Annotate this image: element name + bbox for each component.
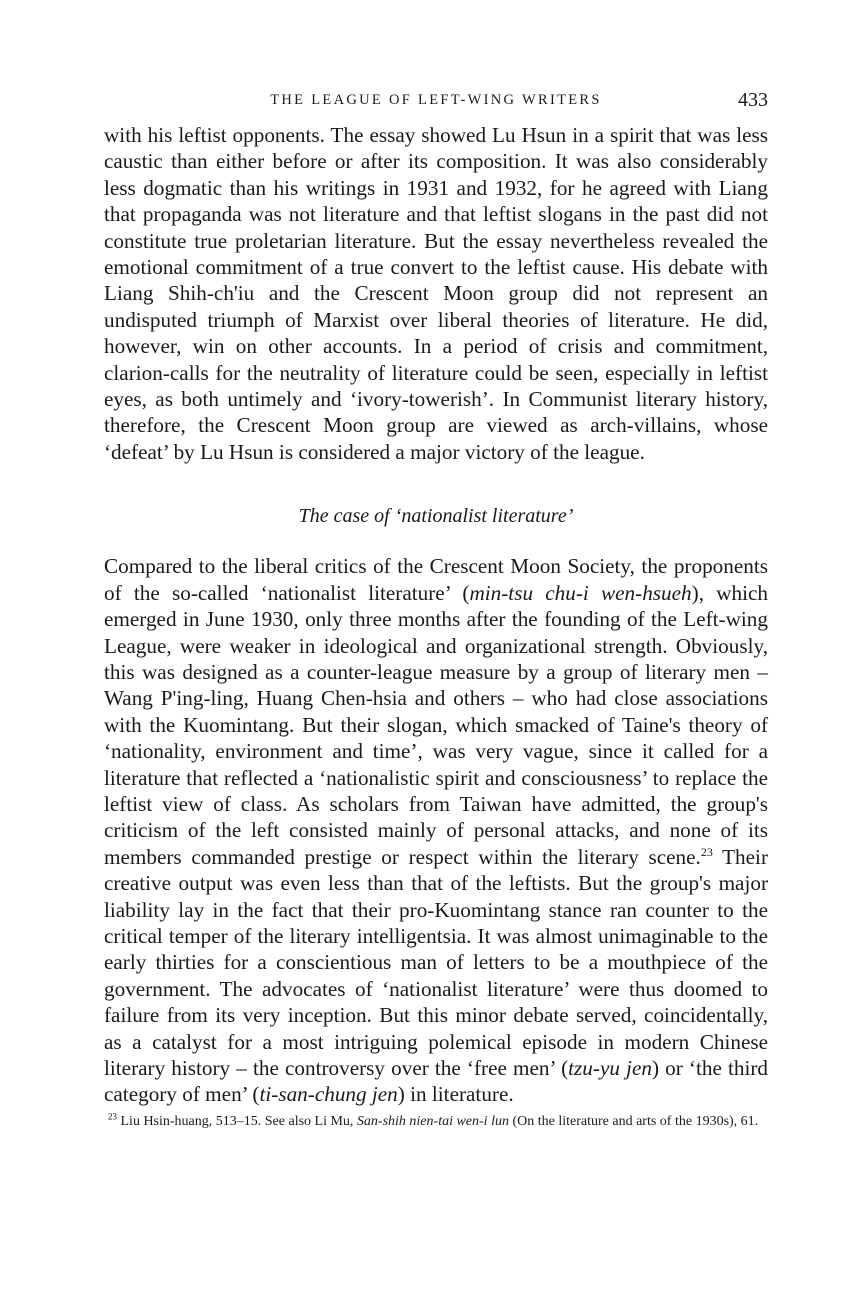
- romanized-term-ti-san-chung-jen: ti-san-chung jen: [259, 1082, 398, 1107]
- paragraph-2-text-3: Their creative output was even less than that of the leftists. But the group's major liability lay in the fact that their pro-Kuomintang stance ran counter to the critical temper of the literary intelligentsia. It was almost unimaginable to the early thirties for a conscientious man of letters to be a mouthpiece of the government. The advocates of ‘nationalist literature’ were thus doomed to failure from its very inception. But this minor debate served, coincidentally, as a catalyst for a most intriguing polemical episode in modern Chinese literary history – the controversy over the ‘free men’ (: [104, 844, 768, 1080]
- footnote-number: 23: [108, 1111, 117, 1122]
- paragraph-1: with his leftist opponents. The essay showed Lu Hsun in a spirit that was less caustic than either before or after its composition. It was also considerably less dogmatic than his writings in 1931 and 1932, for he agreed with Liang that propaganda was not literature and that leftist slogans in the past did not constitute true proletarian literature. But the essay nevertheless revealed the emotional commitment of a true convert to the leftist cause. His debate with Liang Shih-ch'iu and the Crescent Moon group did not represent an undisputed triumph of Marxist over liberal theories of literature. He did, however, win on other accounts. In a period of crisis and commitment, clarion-calls for the neutrality of literature could be seen, especially in leftist eyes, as both untimely and ‘ivory-towerish’. In Communist literary history, therefore, the Crescent Moon group are viewed as arch-villains, whose ‘defeat’ by Lu Hsun is considered a major victory of the league.: [104, 123, 768, 464]
- footnote-reference: 23: [700, 844, 713, 859]
- section-heading: The case of ‘nationalist literature’: [298, 505, 574, 528]
- romanized-term-tzu-yu-jen: tzu-yu jen: [568, 1056, 652, 1080]
- romanized-term-min-tsu: min-tsu chu-i wen-hsueh: [469, 580, 692, 605]
- page: [104, 89, 768, 1131]
- footnote: [104, 1112, 768, 1131]
- running-head: [104, 89, 768, 118]
- running-title: THE LEAGUE OF LEFT-WING WRITERS: [270, 92, 602, 108]
- footnote-text-2: (On the literature and arts of the 1930s), 61.: [508, 1113, 759, 1129]
- paragraph-2-text-5: ) in literature.: [397, 1082, 514, 1107]
- paragraph-2-text-4: ) or ‘the third category of men’ (: [104, 1056, 768, 1107]
- paragraph-2-text-2: ), which emerged in June 1930, only three months after the founding of the Left-wing League, were weaker in ideological and organizational strength. Obviously, this was designed as a counter-league measure by a group of literary men – Wang P'ing-ling, Huang Chen-hsia and others – who had close associations with the Kuomintang. But their slogan, which smacked of Taine's theory of ‘nationality, environment and time’, was very vague, since it called for a literature that reflected a ‘nationalistic spirit and consciousness’ to replace the leftist view of class. As scholars from Taiwan have admitted, the group's criticism of the left consisted mainly of personal attacks, and none of its members commanded prestige or respect within the literary scene.: [104, 580, 768, 869]
- footnote-text-1: Liu Hsin-huang, 513–15. See also Li Mu,: [117, 1113, 357, 1129]
- paragraph-2-text-1: Compared to the liberal critics of the Crescent Moon Society, the proponents of the so-called ‘nationalist literature’ (: [104, 554, 768, 605]
- page-number: 433: [738, 89, 768, 111]
- footnote-cited-title: San-shih nien-tai wen-i lun: [356, 1113, 509, 1129]
- paragraph-2: [104, 553, 768, 1108]
